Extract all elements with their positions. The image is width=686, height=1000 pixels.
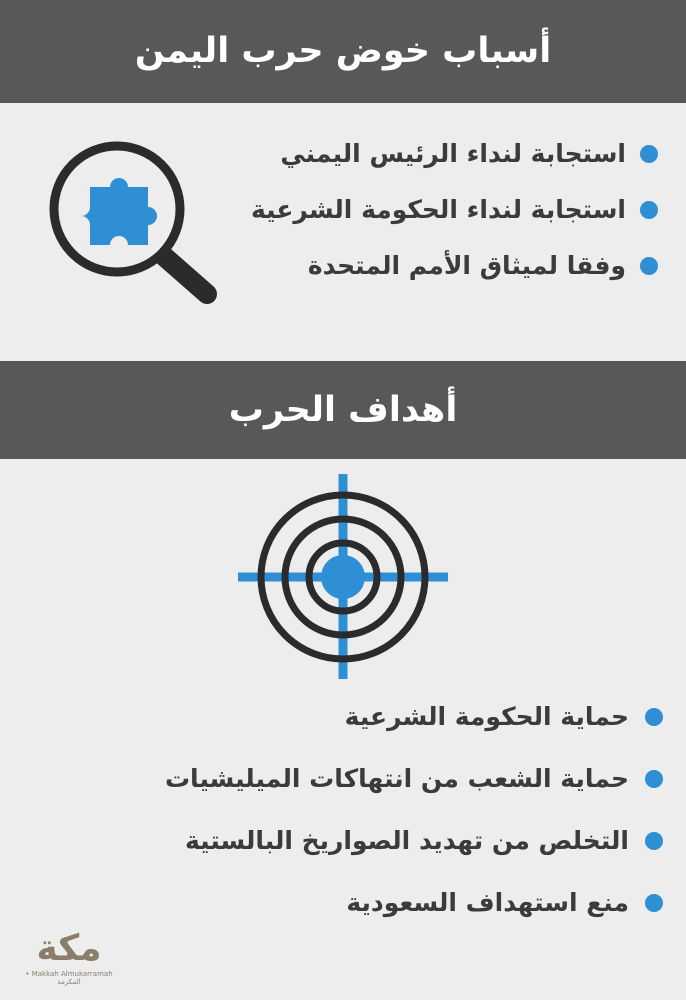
- target-crosshair-icon: [0, 459, 686, 684]
- list-item: [218, 139, 658, 169]
- list-item: [218, 195, 658, 225]
- bullet-dot-icon: [645, 770, 663, 788]
- reasons-list: [218, 139, 658, 307]
- bullet-dot-icon: [645, 832, 663, 850]
- logo-mark: مكة: [36, 928, 102, 969]
- list-item-label: التخلص من تهديد الصواريخ البالستية: [184, 826, 629, 855]
- magnifier-puzzle-icon: [35, 131, 235, 311]
- page-title: أسباب خوض حرب اليمن: [134, 31, 552, 72]
- list-item: [23, 826, 663, 856]
- list-item-label: استجابة لنداء الحكومة الشرعية: [250, 195, 626, 224]
- section-title-goals: أهداف الحرب: [228, 389, 458, 430]
- list-item-label: حماية الشعب من انتهاكات الميليشيات: [164, 764, 629, 793]
- bullet-dot-icon: [640, 257, 658, 275]
- list-item: [23, 702, 663, 732]
- goals-list-wrapper: [23, 702, 663, 918]
- section-header-goals: [0, 361, 686, 459]
- list-item-label: حماية الحكومة الشرعية: [344, 702, 629, 731]
- list-item: [23, 888, 663, 918]
- logo-subtitle: Makkah Almukarramah • المكرمة: [25, 970, 113, 986]
- list-item-label: منع استهداف السعودية: [346, 888, 629, 917]
- list-item-label: استجابة لنداء الرئيس اليمني: [280, 139, 626, 168]
- bullet-dot-icon: [640, 201, 658, 219]
- publisher-logo: [14, 928, 124, 986]
- goals-list: [23, 702, 663, 918]
- section-header-reasons: [0, 0, 686, 103]
- list-item: [218, 251, 658, 281]
- bullet-dot-icon: [645, 894, 663, 912]
- bullet-dot-icon: [640, 145, 658, 163]
- bullet-dot-icon: [645, 708, 663, 726]
- section-goals: [0, 459, 686, 1000]
- section-reasons: [0, 103, 686, 361]
- list-item: [23, 764, 663, 794]
- list-item-label: وفقا لميثاق الأمم المتحدة: [307, 251, 626, 280]
